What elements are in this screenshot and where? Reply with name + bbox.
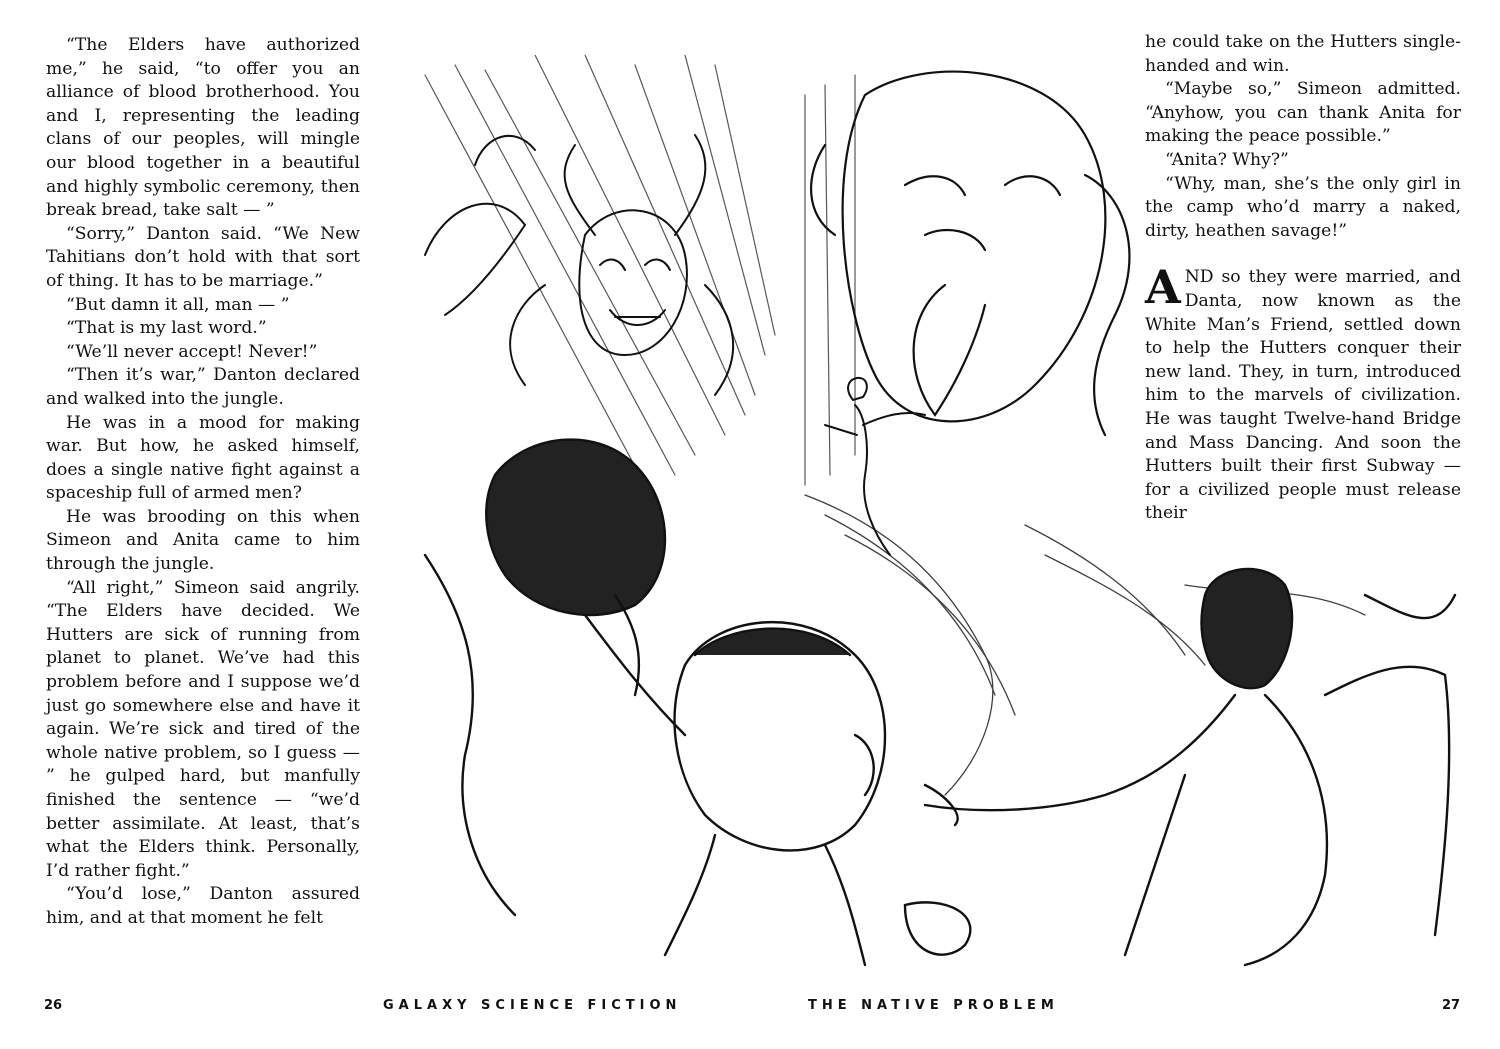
- paragraph: “Anita? Why?”: [1165, 149, 1289, 170]
- paragraph: “That is my last word.”: [66, 318, 267, 339]
- paragraph: “Then it’s war,” Danton declared and walked into the jungle.: [46, 365, 360, 409]
- seated-native-man: [925, 569, 1455, 965]
- running-header-magazine: GALAXY SCIENCE FICTION: [383, 998, 682, 1013]
- paragraph: “Why, man, she’s the only girl in the camp who’d marry a naked, dirty, heathen savage!”: [1145, 173, 1461, 241]
- paragraph: “But damn it all, man — ”: [66, 294, 290, 315]
- paragraph: “The Elders have authorized me,” he said, “to offer you an alliance of blood brotherhood. You and I, representing the leading clans of our peoples, will mingle our blood together in a beautiful and highly symbolic ceremony, then break bread, take salt — ”: [46, 35, 360, 221]
- demon-face-left: [425, 135, 733, 395]
- background-light-streaks: [425, 55, 855, 485]
- paragraph: “All right,” Simeon said angrily. “The Elders have decided. We Hutters are sick of running from planet to planet. We’ve had this problem before and I suppose we’d just go somewhere else and have it again. We’re sick and tired of the whole native problem, so I guess — ” he gulped hard, but manfully finished the sentence — “we’d better assimilate. At least, that’s what the Elders think. Personally, I’d rather fight.”: [46, 577, 360, 881]
- man-with-glasses: [425, 440, 685, 915]
- balding-man: [665, 622, 970, 965]
- paragraph: “Sorry,” Danton said. “We New Tahitians don’t hold with that sort of thing. It has to be marriage.”: [46, 223, 360, 291]
- demon-face-right: [811, 72, 1129, 435]
- page-number-right: 27: [1442, 998, 1461, 1013]
- page-number-left: 26: [44, 998, 63, 1013]
- drop-cap: A: [1145, 260, 1181, 315]
- paragraph: “Maybe so,” Simeon admitted. “Anyhow, you can thank Anita for making the peace possible.”: [1145, 79, 1461, 147]
- paragraph: He was in a mood for making war. But how, he asked himself, does a single native fight against a spaceship full of armed men?: [46, 412, 360, 504]
- pen-and-ink-illustration: [385, 55, 1460, 975]
- paragraph: He was brooding on this when Simeon and Anita came to him through the jungle.: [46, 506, 360, 575]
- paragraph-continuation: he could take on the Hutters single-handed and win.: [1145, 32, 1461, 76]
- paragraph: “We’ll never accept! Never!”: [66, 341, 318, 362]
- dancing-woman-figure: [825, 378, 925, 555]
- paragraph: “You’d lose,” Danton assured him, and at that moment he felt: [46, 884, 360, 928]
- running-header-story-title: THE NATIVE PROBLEM: [808, 998, 1059, 1013]
- section-text: ND so they were married, and Danta, now known as the White Man’s Friend, settled down to help the Hutters conquer their new land. They, in turn, introduced him to the marvels of civilization. He was taught Twelve-hand Bridge and Mass Dancing. And soon the Hutters built their first Subway — for a civilized people must release their: [1145, 267, 1461, 524]
- left-text-column: [46, 34, 360, 931]
